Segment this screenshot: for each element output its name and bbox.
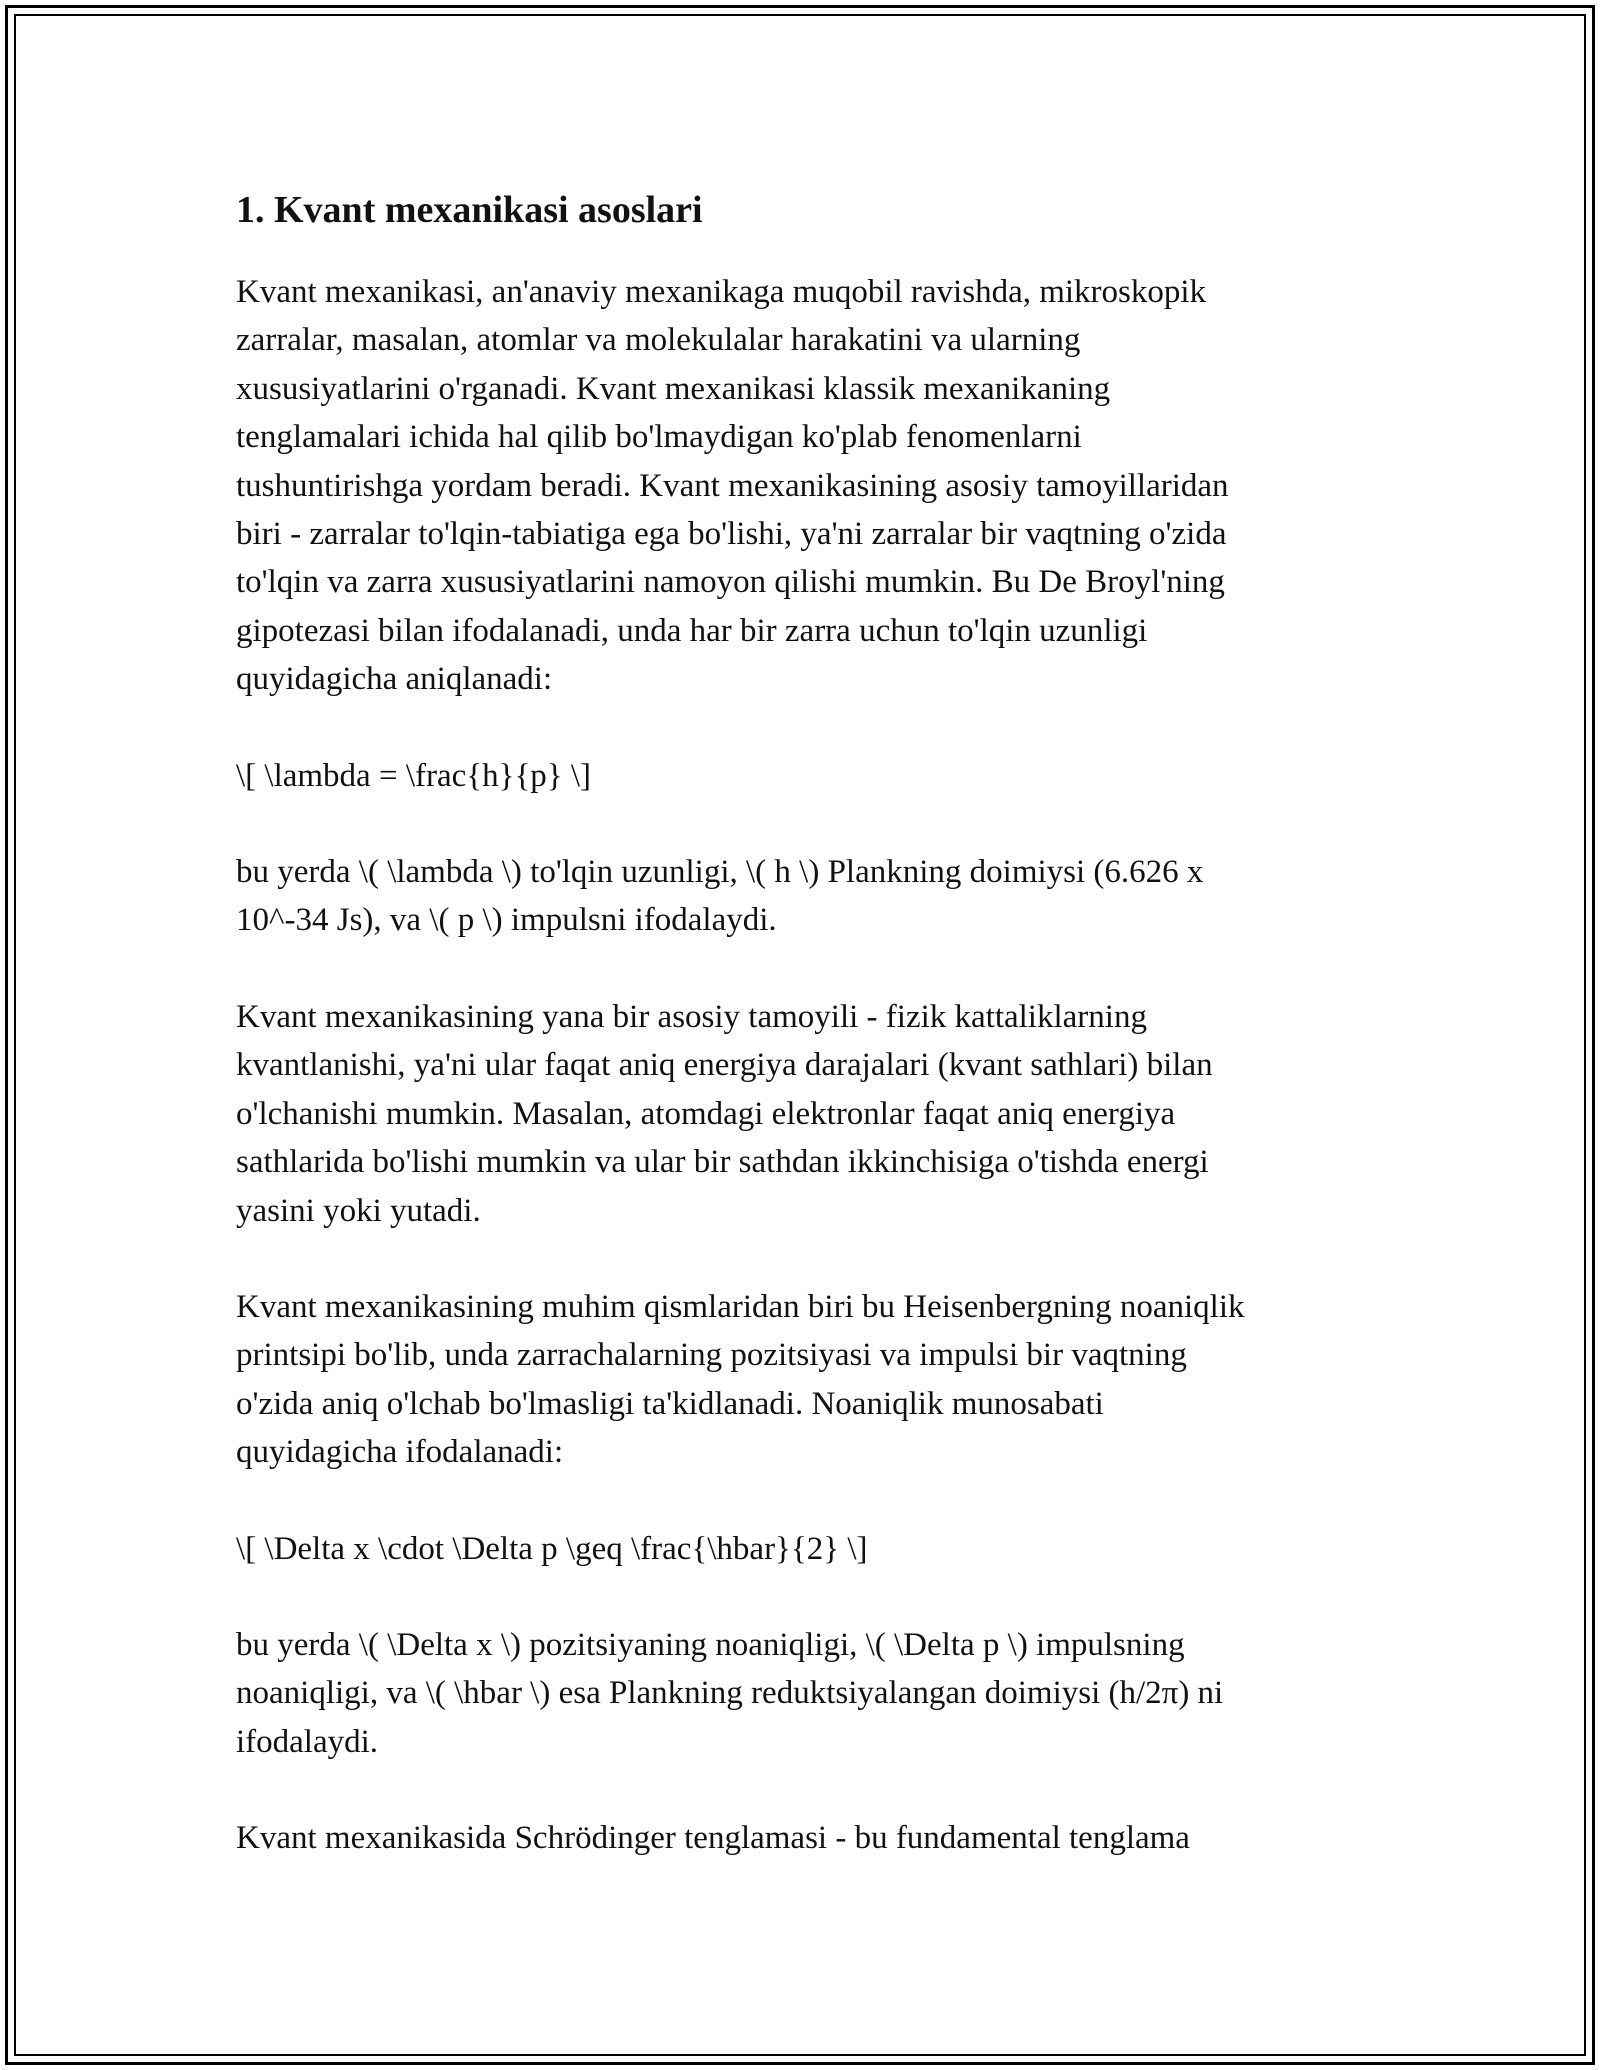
- text-line: o'lchanishi mumkin. Masalan, atomdagi elektronlar faqat aniq energiya: [236, 1095, 1176, 1132]
- text-line: yasini yoki yutadi.: [236, 1192, 481, 1229]
- paragraph-intro: [236, 268, 1386, 704]
- text-line: gipotezasi bilan ifodalanadi, unda har bir zarra uchun to'lqin uzunligi: [236, 612, 1148, 649]
- text-line: zarralar, masalan, atomlar va molekulalar harakatini va ularning: [236, 322, 1081, 359]
- text-line: noaniqligi, va \( \hbar \) esa Plankning reduktsiyalangan doimiysi (h/2π) ni: [236, 1675, 1224, 1712]
- equation-uncertainty: [236, 1525, 1386, 1573]
- text-line: sathlarida bo'lishi mumkin va ular bir sathdan ikkinchisiga o'tishda energi: [236, 1144, 1209, 1181]
- text-line: o'zida aniq o'lchab bo'lmasligi ta'kidlanadi. Noaniqlik munosabati: [236, 1385, 1104, 1422]
- text-line: printsipi bo'lib, unda zarrachalarning pozitsiyasi va impulsi bir vaqtning: [236, 1337, 1187, 1374]
- paragraph-quantization: [236, 993, 1386, 1235]
- equation-de-broglie: [236, 752, 1386, 800]
- section-heading: 1. Kvant mexanikasi asoslari: [236, 189, 703, 231]
- document-body: [236, 186, 1386, 1863]
- equation-line: \[ \lambda = \frac{h}{p} \]: [236, 757, 592, 794]
- paragraph-de-broglie-explanation: [236, 848, 1386, 945]
- text-line: Kvant mexanikasining muhim qismlaridan biri bu Heisenbergning noaniqlik: [236, 1288, 1245, 1325]
- text-line: kvantlanishi, ya'ni ular faqat aniq energiya darajalari (kvant sathlari) bilan: [236, 1047, 1213, 1084]
- text-line: 10^-34 Js), va \( p \) impulsni ifodalaydi.: [236, 902, 777, 939]
- text-line: quyidagicha ifodalanadi:: [236, 1434, 564, 1471]
- text-line: bu yerda \( \lambda \) to'lqin uzunligi, \( h \) Plankning doimiysi (6.626 x: [236, 854, 1204, 891]
- text-line: tushuntirishga yordam beradi. Kvant mexanikasining asosiy tamoyillaridan: [236, 467, 1229, 504]
- paragraph-uncertainty-explanation: [236, 1621, 1386, 1766]
- text-line: biri - zarralar to'lqin-tabiatiga ega bo'lishi, ya'ni zarralar bir vaqtning o'zida: [236, 516, 1227, 553]
- paragraph-schrodinger: [236, 1814, 1386, 1862]
- text-line: ifodalaydi.: [236, 1723, 379, 1760]
- text-line: bu yerda \( \Delta x \) pozitsiyaning noaniqligi, \( \Delta p \) impulsning: [236, 1626, 1185, 1663]
- text-line: xususiyatlarini o'rganadi. Kvant mexanikasi klassik mexanikaning: [236, 370, 1111, 407]
- text-line: to'lqin va zarra xususiyatlarini namoyon qilishi mumkin. Bu De Broyl'ning: [236, 564, 1225, 601]
- text-line: Kvant mexanikasining yana bir asosiy tamoyili - fizik kattaliklarning: [236, 998, 1147, 1035]
- text-line: quyidagicha aniqlanadi:: [236, 661, 553, 698]
- text-line: tenglamalari ichida hal qilib bo'lmaydigan ko'plab fenomenlarni: [236, 419, 1082, 456]
- text-line: Kvant mexanikasi, an'anaviy mexanikaga muqobil ravishda, mikroskopik: [236, 274, 1207, 310]
- paragraph-uncertainty: [236, 1283, 1386, 1477]
- text-line: Kvant mexanikasida Schrödinger tenglamasi - bu fundamental tenglama: [236, 1820, 1190, 1857]
- equation-line: \[ \Delta x \cdot \Delta p \geq \frac{\hbar}{2} \]: [236, 1530, 868, 1567]
